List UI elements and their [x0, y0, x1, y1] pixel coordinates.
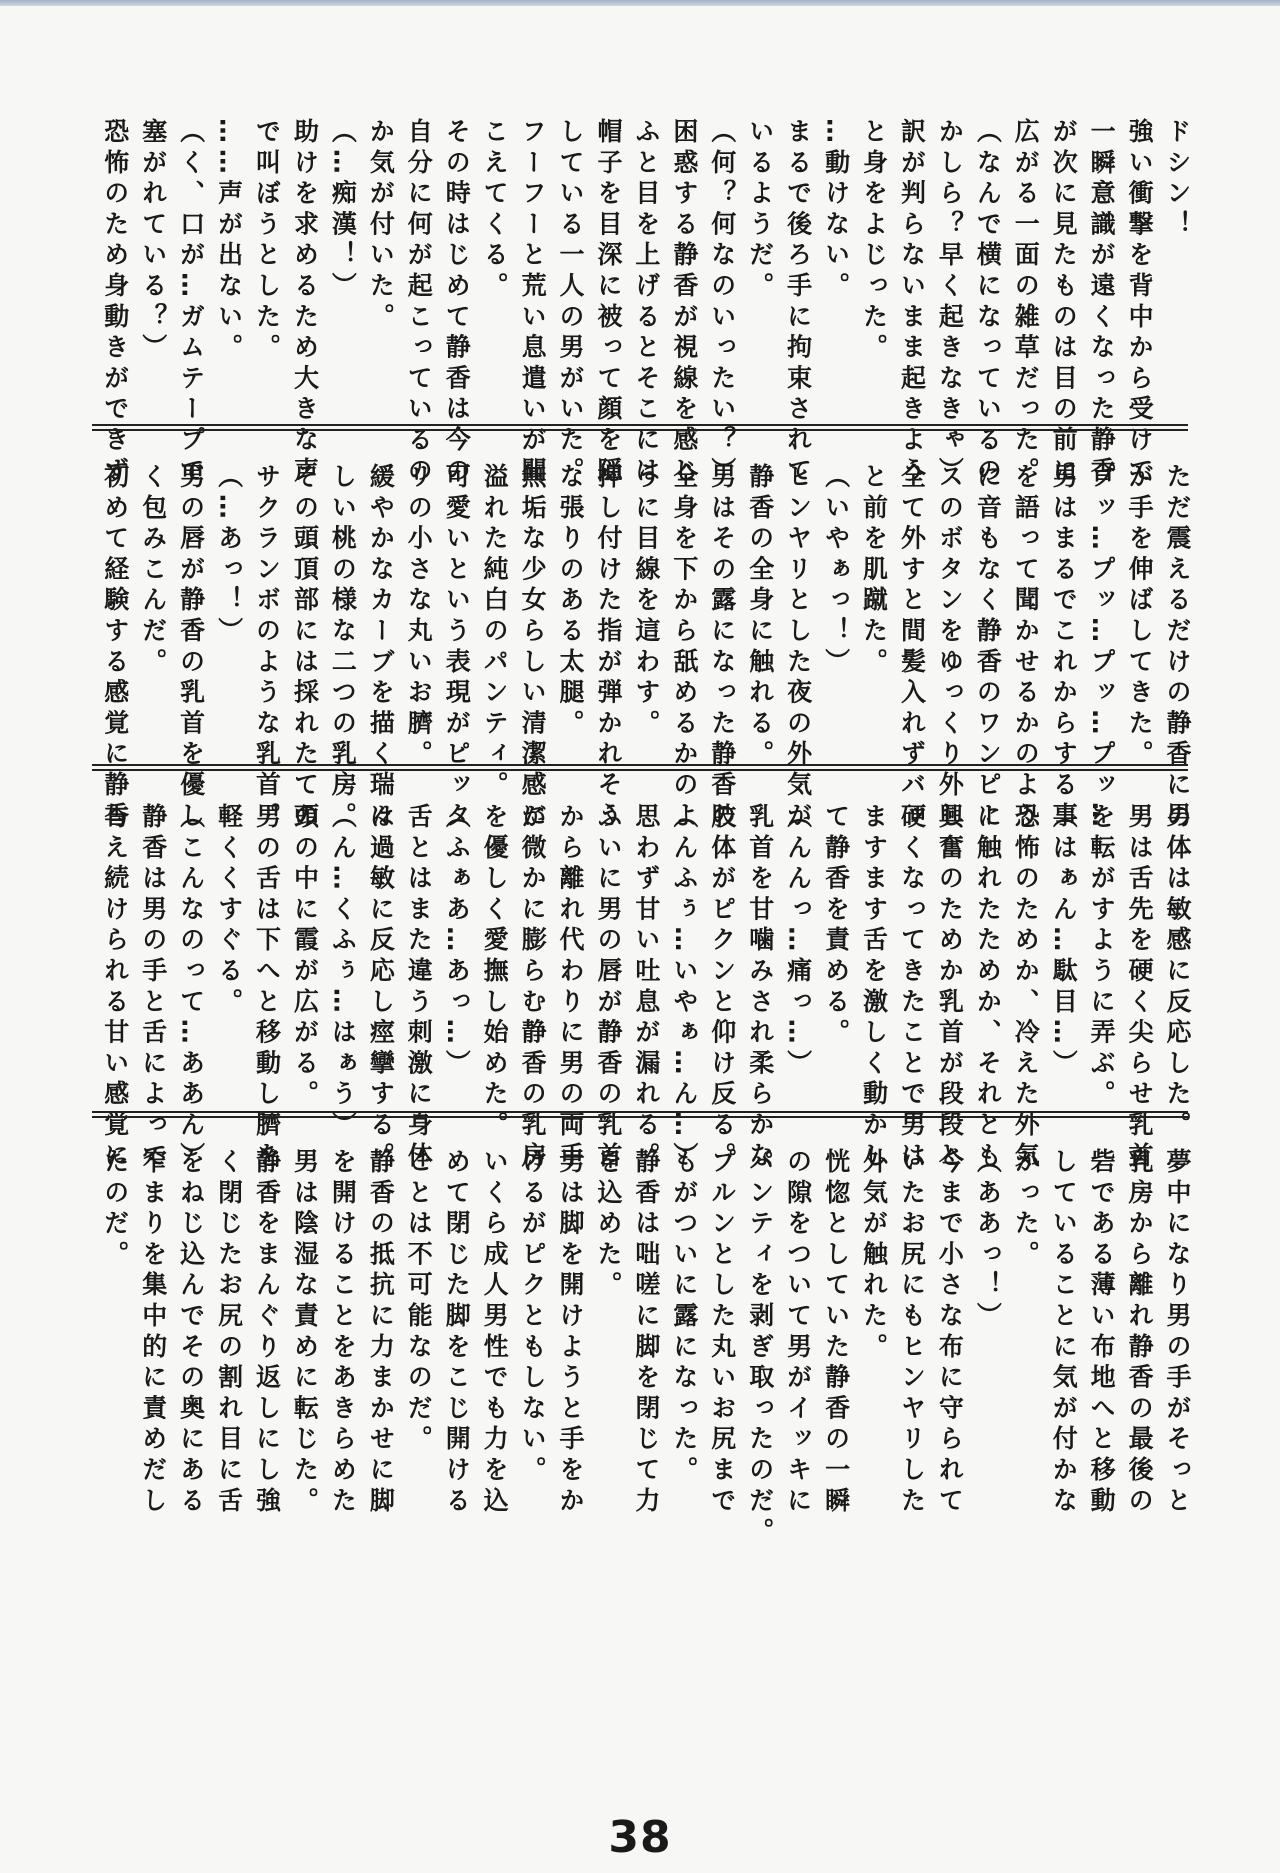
text-column: 乳房から離れ静香の最後の: [1125, 1148, 1155, 1518]
text-column: 静香の全身に触れる。: [745, 463, 775, 771]
text-column: （んふぅ…いやぁ…ん…）: [669, 803, 699, 1173]
section-divider: [92, 1111, 1188, 1118]
text-column: プッ…プッ…プッ…プッ…: [1087, 463, 1117, 833]
text-column: （はぁん…駄目…）: [1049, 803, 1079, 1081]
text-column: 男は舌先を硬く尖らせ乳首: [1125, 803, 1155, 1173]
text-column: サクランボのような乳首。: [252, 463, 282, 833]
text-column: いたお尻にもヒンヤリした: [897, 1148, 927, 1518]
text-column: を優しく愛撫し始めた。: [480, 803, 510, 1142]
text-column: かしら？早く起きなきゃ）: [935, 118, 965, 488]
text-column: ドシン！: [1163, 118, 1192, 242]
text-column: いくら成人男性でも力を込: [480, 1148, 510, 1518]
text-column: 帽子を目深に被って顔を隠: [593, 118, 623, 488]
text-column: 砦である薄い布地へと移動: [1087, 1148, 1117, 1518]
text-column: を転がすように弄ぶ。: [1087, 803, 1117, 1111]
text-column: 自分に何が起こっているの: [404, 118, 434, 488]
text-column: 与え続けられる甘い感覚に: [100, 803, 130, 1173]
text-column: （いやぁっ！）: [821, 463, 851, 679]
text-column: 全て外すと間髪入れずバッ: [897, 463, 927, 833]
text-column: 乳首を甘噛みされ柔らかな: [745, 803, 775, 1173]
text-column: している一人の男がいた。: [556, 118, 585, 488]
text-column: ただ震えるだけの静香に男: [1163, 463, 1192, 833]
text-column: （ふぁあ…あっ…）: [442, 803, 472, 1081]
text-column: ことは不可能なのだ。: [404, 1148, 434, 1456]
text-column: （んんっ…痛っ…）: [783, 803, 813, 1081]
text-column: を開けることをあきらめた: [328, 1148, 358, 1518]
text-column: 訳が判らないまま起きよう: [897, 118, 927, 488]
section-divider: [92, 764, 1188, 771]
text-column: 男の舌は下へと移動し臍を: [252, 803, 282, 1173]
text-column: な張りのある太腿。: [556, 463, 585, 741]
text-column: （こんなのって…ああん）: [176, 803, 206, 1173]
text-column: ヒンヤリとした夜の外気が: [783, 463, 813, 833]
text-column: ふいに男の唇が静香の乳首: [593, 803, 623, 1173]
text-column: 思わず甘い吐息が漏れる。: [631, 803, 661, 1173]
text-column: 外気が触れた。: [859, 1148, 889, 1364]
text-column: ますます舌を激しく動かし: [859, 803, 889, 1173]
text-column: か気が付いた。: [366, 118, 396, 334]
text-column: 静香は男の手と舌によって: [138, 803, 168, 1173]
text-column: その時はじめて静香は今の: [442, 118, 472, 488]
text-column: めて閉じた脚をこじ開ける: [442, 1148, 472, 1518]
text-column: で叫ぼうとした。: [252, 118, 282, 365]
text-column: （…あっ！）: [214, 463, 244, 648]
text-column: …動けない。: [821, 118, 851, 303]
text-column: 今まで小さな布に守られて: [935, 1148, 965, 1518]
text-column: が手を伸ばしてきた。: [1125, 463, 1155, 771]
text-column: （ん…くふぅ…はぁう）: [328, 803, 358, 1142]
text-column: が次に見たものは目の前に: [1049, 118, 1079, 488]
text-column: （なんで横になっているの: [973, 118, 1003, 488]
text-column: く閉じたお尻の割れ目に舌: [214, 1148, 244, 1518]
text-column: て静香を責める。: [821, 803, 851, 1050]
text-column: その頭頂部には採れたての: [290, 463, 320, 833]
text-column: かった。: [1011, 1148, 1041, 1272]
text-column: パンティを剥ぎ取ったのだ。: [745, 1148, 775, 1549]
text-column: と身をよじった。: [859, 118, 889, 365]
text-column: 静香の抵抗に力まかせに脚: [366, 1148, 396, 1518]
text-column: 強い衝撃を背中から受けて: [1125, 118, 1155, 488]
text-column: ……声が出ない。: [214, 118, 244, 365]
text-column: 窄まりを集中的に責めだし: [138, 1148, 168, 1518]
text-column: は過敏に反応し痙攣する。: [366, 803, 396, 1173]
text-column: まるで後ろ手に拘束されて: [783, 118, 813, 488]
text-block-1: [90, 118, 1190, 488]
text-column: に触れたためか、それとも: [973, 803, 1003, 1173]
text-column: から離れ代わりに男の両手: [556, 803, 585, 1173]
text-column: 静香は咄嗟に脚を閉じて力: [631, 1148, 661, 1518]
page-top-edge: [0, 0, 1280, 6]
text-column: 助けを求めるため大きな声: [290, 118, 320, 488]
text-block-2: [90, 463, 1190, 833]
section-divider: [92, 424, 1188, 431]
text-column: 無垢な少女らしい清潔感に: [518, 463, 548, 833]
text-column: 緩やかなカーブを描く瑞々: [366, 463, 396, 833]
text-column: と前を肌蹴た。: [859, 463, 889, 679]
text-column: が微かに膨らむ静香の乳房: [518, 803, 548, 1173]
text-column: を語って聞かせるかのよう: [1011, 463, 1041, 833]
text-column: （…痴漢！）: [328, 118, 358, 303]
text-column: 硬くなってきたことで男は: [897, 803, 927, 1173]
text-column: していることに気が付かな: [1049, 1148, 1079, 1518]
text-column: 可愛いという表現がピッタ: [442, 463, 472, 833]
text-column: 全身を下から舐めるかのよ: [669, 463, 699, 833]
text-column: 軽くくすぐる。: [214, 803, 244, 1019]
text-block-4: [90, 1148, 1190, 1548]
text-column: 恐怖のため身動きができず: [100, 118, 130, 488]
text-column: の体は敏感に反応した。: [1163, 803, 1192, 1142]
text-column: 静香をまんぐり返しにし強: [252, 1148, 282, 1518]
text-column: フーフーと荒い息遣いが聞: [518, 118, 548, 488]
text-column: 舌とはまた違う刺激に身体: [404, 803, 434, 1173]
text-column: 肢体がピクンと仰け反る。: [707, 803, 737, 1173]
text-column: うに目線を這わす。: [631, 463, 661, 741]
text-column: 押し付けた指が弾かれそう: [593, 463, 623, 833]
text-column: 興奮のためか乳首が段段と: [935, 803, 965, 1173]
text-column: （く、口が…ガムテープで: [176, 118, 206, 488]
text-column: もがついに露になった。: [669, 1148, 699, 1487]
text-column: 一瞬意識が遠くなった静香: [1087, 118, 1117, 488]
text-column: をねじ込んでその奥にある: [176, 1148, 206, 1518]
text-column: プルンとした丸いお尻まで: [707, 1148, 737, 1518]
text-column: 恍惚としていた静香の一瞬: [821, 1148, 851, 1518]
text-column: 溢れた純白のパンティ。: [480, 463, 510, 802]
text-column: こえてくる。: [480, 118, 510, 303]
text-column: （何？何なのいったい？）: [707, 118, 737, 488]
text-column: けるがピクともしない。: [518, 1148, 548, 1487]
text-column: 男はその露になった静香の: [707, 463, 737, 833]
page-number: 38: [608, 1812, 672, 1863]
text-column: 夢中になり男の手がそっと: [1163, 1148, 1192, 1518]
text-column: く包みこんだ。: [138, 463, 168, 679]
text-column: を込めた。: [593, 1148, 623, 1302]
text-column: 男は脚を開けようと手をか: [556, 1148, 585, 1518]
text-column: いるようだ。: [745, 118, 775, 303]
text-column: リの小さな丸いお臍。: [404, 463, 434, 771]
text-column: 男の唇が静香の乳首を優し: [176, 463, 206, 833]
text-column: （ああっ！）: [973, 1148, 1003, 1333]
text-column: 広がる一面の雑草だった。: [1011, 118, 1041, 488]
text-column: スのボタンをゆっくり外し: [935, 463, 965, 833]
text-column: に音もなく静香のワンピー: [973, 463, 1003, 833]
text-column: の隙をついて男がイッキに: [783, 1148, 813, 1518]
text-column: 男はまるでこれからする事: [1049, 463, 1079, 833]
text-column: たのだ。: [100, 1148, 130, 1272]
text-column: 男は陰湿な責めに転じた。: [290, 1148, 320, 1518]
text-column: 頭の中に霞が広がる。: [290, 803, 320, 1111]
text-column: 塞がれている？）: [138, 118, 168, 365]
text-column: 恐怖のためか、冷えた外気: [1011, 803, 1041, 1173]
text-column: しい桃の様な二つの乳房。: [328, 463, 358, 833]
text-column: 困惑する静香が視線を感じ: [669, 118, 699, 488]
text-column: 初めて経験する感覚に静香: [100, 463, 130, 833]
text-column: ふと目を上げるとそこには: [631, 118, 661, 488]
